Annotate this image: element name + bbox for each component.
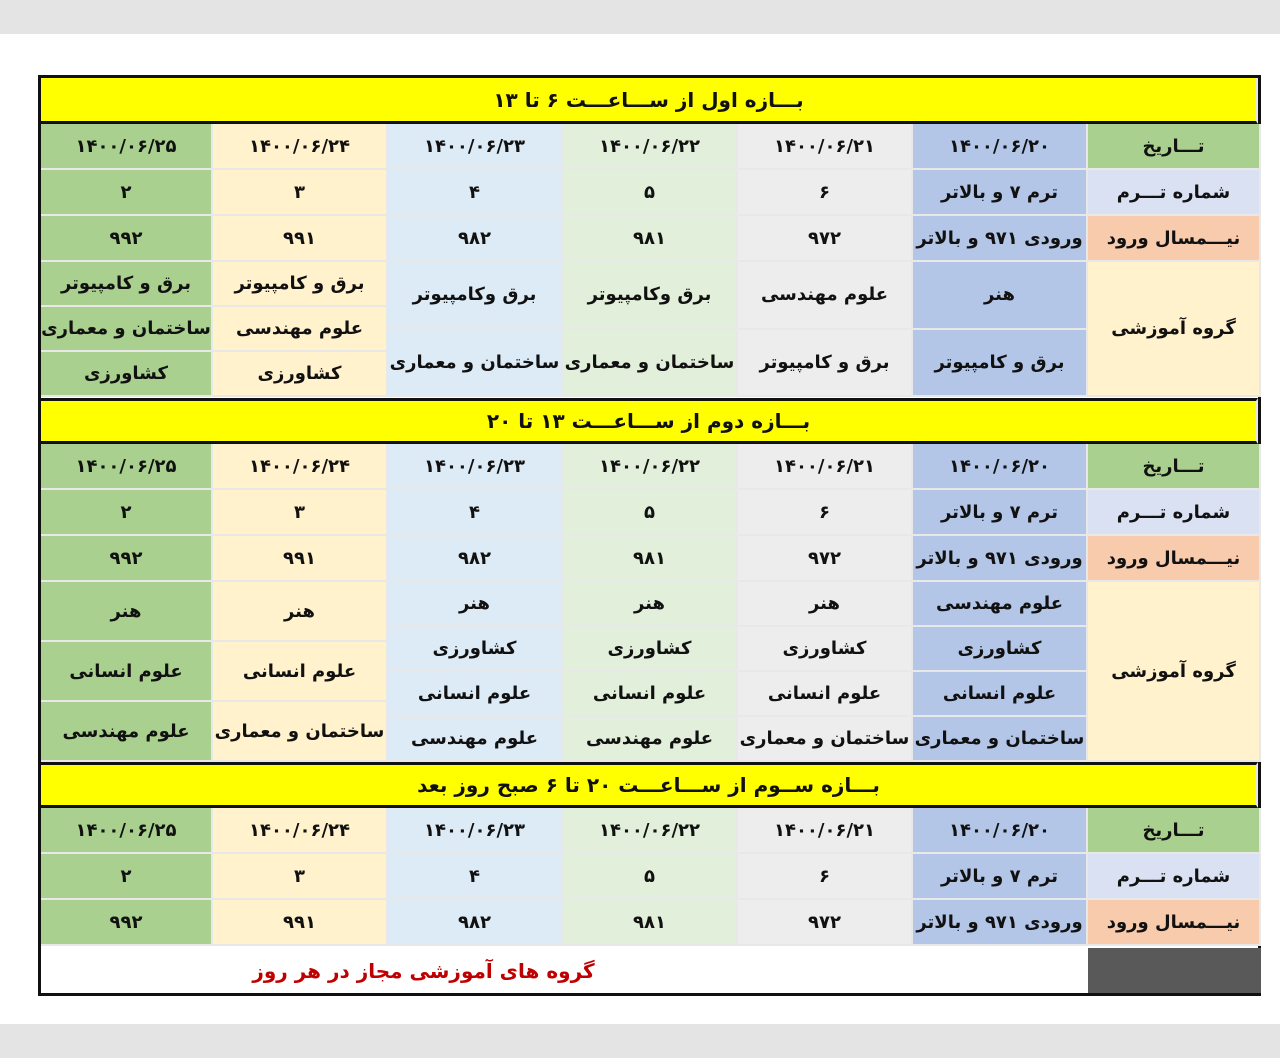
top-band [0, 0, 1280, 34]
bottom-band [0, 1024, 1280, 1058]
group-cell: علوم انسانی [913, 672, 1088, 717]
corner-cell [1088, 948, 1261, 993]
term-cell: ۴ [388, 490, 563, 536]
entry-cell: ۹۹۲ [41, 900, 213, 946]
group-cell: ساختمان و معماری [563, 330, 738, 398]
row-label-term: شماره تـــرم [1088, 854, 1261, 900]
period-header: بـــازه اول از ســـاعـــت ۶ تا ۱۳ [41, 78, 1258, 124]
row-label-entry: نیـــمسال ورود [1088, 216, 1261, 262]
date-cell: ۱۴۰۰/۰۶/۲۱ [738, 124, 913, 170]
row-label-term: شماره تـــرم [1088, 170, 1261, 216]
group-cell: کشاورزی [213, 352, 388, 397]
entry-cell: ۹۹۱ [213, 216, 388, 262]
term-cell: ۵ [563, 854, 738, 900]
term-cell: ۶ [738, 854, 913, 900]
date-cell: ۱۴۰۰/۰۶/۲۳ [388, 808, 563, 854]
date-cell: ۱۴۰۰/۰۶/۲۲ [563, 124, 738, 170]
group-cell: هنر [41, 582, 213, 642]
group-cell: هنر [213, 582, 388, 642]
group-cell: علوم انسانی [41, 642, 213, 702]
row-label-date: تـــاریخ [1088, 444, 1261, 490]
entry-cell: ۹۸۲ [388, 900, 563, 946]
term-cell: ۴ [388, 854, 563, 900]
entry-cell: ۹۸۲ [388, 536, 563, 582]
group-cell: علوم انسانی [563, 672, 738, 717]
date-cell: ۱۴۰۰/۰۶/۲۰ [913, 124, 1088, 170]
group-cell: کشاورزی [388, 627, 563, 672]
date-cell: ۱۴۰۰/۰۶/۲۴ [213, 444, 388, 490]
group-cell: علوم مهندسی [213, 307, 388, 352]
term-cell: ترم ۷ و بالاتر [913, 170, 1088, 216]
row-label-group: گروه آموزشی [1088, 582, 1261, 762]
term-cell: ترم ۷ و بالاتر [913, 854, 1088, 900]
date-cell: ۱۴۰۰/۰۶/۲۱ [738, 808, 913, 854]
group-cell: علوم مهندسی [388, 717, 563, 762]
entry-cell: ۹۷۲ [738, 216, 913, 262]
term-cell: ۲ [41, 854, 213, 900]
entry-cell: ۹۸۲ [388, 216, 563, 262]
group-cell: ساختمان و معماری [738, 717, 913, 762]
date-cell: ۱۴۰۰/۰۶/۲۳ [388, 124, 563, 170]
period-header: بـــازه ســوم از ســـاعـــت ۲۰ تا ۶ صبح روز بعد [41, 762, 1258, 808]
period-header: بـــازه دوم از ســـاعـــت ۱۳ تا ۲۰ [41, 398, 1258, 444]
entry-cell: ۹۹۲ [41, 216, 213, 262]
group-cell: کشاورزی [738, 627, 913, 672]
group-cell: علوم مهندسی [738, 262, 913, 330]
date-cell: ۱۴۰۰/۰۶/۲۰ [913, 444, 1088, 490]
date-cell: ۱۴۰۰/۰۶/۲۵ [41, 808, 213, 854]
group-cell: برق وکامپیوتر [563, 262, 738, 330]
footer-note: گروه های آموزشی مجاز در هر روز [41, 948, 1086, 993]
entry-cell: ۹۹۱ [213, 900, 388, 946]
group-cell: علوم انسانی [213, 642, 388, 702]
group-cell: برق و کامپیوتر [41, 262, 213, 307]
group-cell: ساختمان و معماری [213, 702, 388, 762]
group-cell: هنر [563, 582, 738, 627]
group-cell: ساختمان و معماری [388, 330, 563, 398]
row-label-term: شماره تـــرم [1088, 490, 1261, 536]
date-cell: ۱۴۰۰/۰۶/۲۵ [41, 124, 213, 170]
term-cell: ۶ [738, 170, 913, 216]
group-cell: ساختمان و معماری [41, 307, 213, 352]
group-cell: هنر [738, 582, 913, 627]
group-cell: کشاورزی [563, 627, 738, 672]
entry-cell: ۹۹۲ [41, 536, 213, 582]
entry-cell: ۹۸۱ [563, 216, 738, 262]
date-cell: ۱۴۰۰/۰۶/۲۵ [41, 444, 213, 490]
term-cell: ۳ [213, 490, 388, 536]
row-label-date: تـــاریخ [1088, 124, 1261, 170]
date-cell: ۱۴۰۰/۰۶/۲۲ [563, 808, 738, 854]
entry-cell: ورودی ۹۷۱ و بالاتر [913, 900, 1088, 946]
group-cell: علوم انسانی [738, 672, 913, 717]
group-cell: علوم مهندسی [41, 702, 213, 762]
entry-cell: ۹۷۲ [738, 900, 913, 946]
term-cell: ۵ [563, 490, 738, 536]
group-cell: برق و کامپیوتر [213, 262, 388, 307]
date-cell: ۱۴۰۰/۰۶/۲۱ [738, 444, 913, 490]
entry-cell: ۹۹۱ [213, 536, 388, 582]
entry-cell: ورودی ۹۷۱ و بالاتر [913, 536, 1088, 582]
row-label-group: گروه آموزشی [1088, 262, 1261, 397]
term-cell: ۳ [213, 854, 388, 900]
group-cell: علوم مهندسی [563, 717, 738, 762]
entry-cell: ورودی ۹۷۱ و بالاتر [913, 216, 1088, 262]
entry-cell: ۹۸۱ [563, 536, 738, 582]
date-cell: ۱۴۰۰/۰۶/۲۴ [213, 124, 388, 170]
date-cell: ۱۴۰۰/۰۶/۲۲ [563, 444, 738, 490]
term-cell: ۵ [563, 170, 738, 216]
group-cell: هنر [388, 582, 563, 627]
group-cell: برق و کامپیوتر [913, 330, 1088, 398]
group-cell: کشاورزی [913, 627, 1088, 672]
term-cell: ۲ [41, 170, 213, 216]
term-cell: ۴ [388, 170, 563, 216]
date-cell: ۱۴۰۰/۰۶/۲۰ [913, 808, 1088, 854]
schedule-table [38, 75, 1261, 996]
row-label-entry: نیـــمسال ورود [1088, 900, 1261, 946]
row-label-date: تـــاریخ [1088, 808, 1261, 854]
group-cell: برق و کامپیوتر [738, 330, 913, 398]
term-cell: ۲ [41, 490, 213, 536]
entry-cell: ۹۸۱ [563, 900, 738, 946]
group-cell: ساختمان و معماری [913, 717, 1088, 762]
group-cell: هنر [913, 262, 1088, 330]
date-cell: ۱۴۰۰/۰۶/۲۳ [388, 444, 563, 490]
term-cell: ترم ۷ و بالاتر [913, 490, 1088, 536]
group-cell: برق وکامپیوتر [388, 262, 563, 330]
group-cell: علوم انسانی [388, 672, 563, 717]
entry-cell: ۹۷۲ [738, 536, 913, 582]
term-cell: ۶ [738, 490, 913, 536]
term-cell: ۳ [213, 170, 388, 216]
date-cell: ۱۴۰۰/۰۶/۲۴ [213, 808, 388, 854]
group-cell: کشاورزی [41, 352, 213, 397]
row-label-entry: نیـــمسال ورود [1088, 536, 1261, 582]
group-cell: علوم مهندسی [913, 582, 1088, 627]
